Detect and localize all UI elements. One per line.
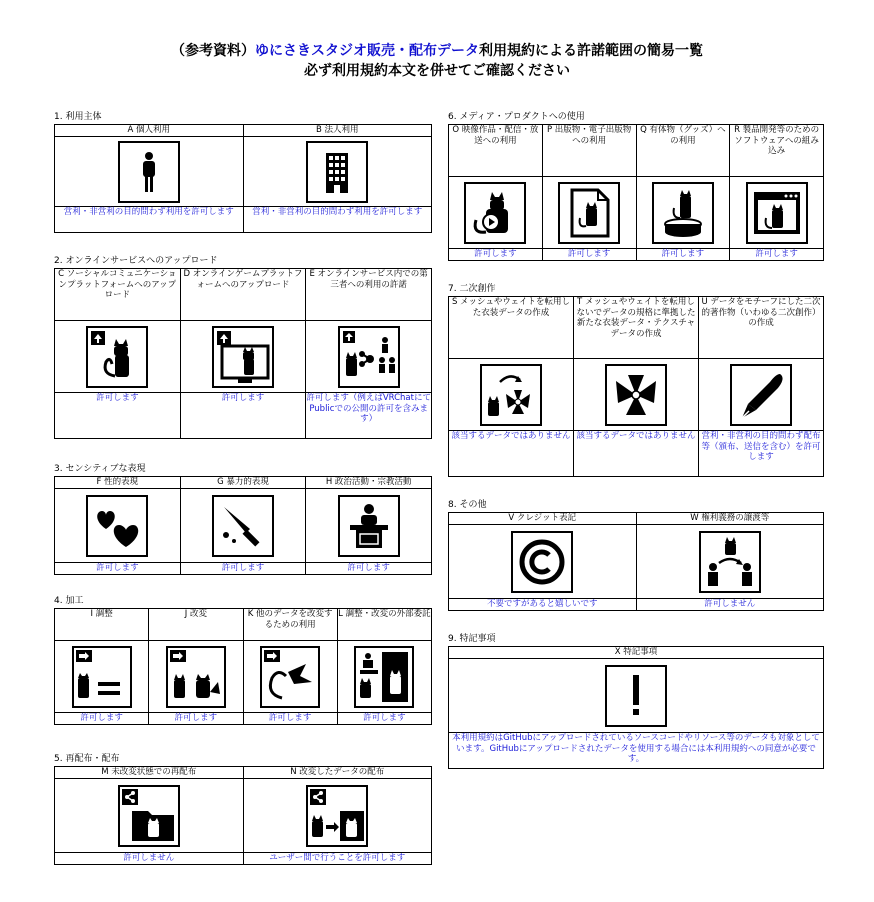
icon-cell — [449, 177, 543, 249]
item-note: 許可します — [542, 249, 636, 261]
icon-cell — [180, 489, 306, 563]
license-table — [54, 608, 432, 725]
item-header: U データをモチーフにした二次的著作物（いわゆる二次創作）の作成 — [699, 297, 824, 359]
section-usage-subject — [54, 112, 432, 233]
icon-cell — [55, 489, 181, 563]
item-header: J 改変 — [149, 609, 243, 641]
title-suffix: 利用規約による許諾範囲の簡易一覧 — [479, 43, 703, 59]
icon-cell — [55, 641, 149, 713]
transfer-icon — [699, 531, 761, 593]
icon-cell — [55, 321, 181, 393]
item-note: 許可します — [337, 713, 431, 725]
item-header: C ソーシャルコミュニケーションプラットフォームへのアップロード — [55, 269, 181, 321]
copyright-icon — [511, 531, 573, 593]
upload-monitor-cat-icon — [212, 326, 274, 388]
software-cat-icon — [746, 182, 808, 244]
item-note: 許可します — [449, 249, 543, 261]
icon-cell — [574, 359, 699, 431]
item-note: 営利・非営利の目的問わず配布等（頒布、送信を含む）を許可します — [699, 431, 824, 477]
item-header: I 調整 — [55, 609, 149, 641]
icon-cell — [55, 137, 244, 207]
section-online-upload — [54, 256, 432, 439]
icon-cell — [149, 641, 243, 713]
knife-icon — [212, 495, 274, 557]
item-header: A 個人利用 — [55, 125, 244, 137]
section-media-products — [448, 112, 824, 261]
license-table — [448, 646, 824, 769]
section-derivative-works — [448, 284, 824, 477]
item-note: 許可します — [243, 713, 337, 725]
modify-cat-icon — [166, 646, 226, 708]
item-note: 許可しません — [55, 853, 244, 865]
license-table — [54, 476, 432, 575]
item-header: F 性的表現 — [55, 477, 181, 489]
item-header: H 政治活動・宗教活動 — [306, 477, 432, 489]
section-title: 8. その他 — [448, 500, 487, 510]
item-note: 許可します（例えばVRChatにてPublicでの公開の許可を含みます） — [306, 393, 432, 439]
icon-cell — [243, 779, 432, 853]
item-header: N 改変したデータの配布 — [243, 767, 432, 779]
bow-icon — [605, 364, 667, 426]
person-icon — [118, 141, 180, 203]
icon-cell — [542, 177, 636, 249]
page-subtitle: 必ず利用規約本文を併せてご確認ください — [304, 63, 570, 79]
item-note: 許可します — [149, 713, 243, 725]
item-note: 不要ですがあると嬉しいです — [449, 599, 637, 611]
share-folder-cat-icon — [118, 785, 180, 847]
license-table — [448, 124, 824, 261]
item-note: 営利・非営利の目的問わず利用を許可します — [55, 207, 244, 233]
section-title: 4. 加工 — [54, 596, 84, 606]
adjust-cat-icon — [72, 646, 132, 708]
item-note: 営利・非営利の目的問わず利用を許可します — [243, 207, 432, 233]
license-table — [54, 268, 432, 439]
item-note: 許可しません — [636, 599, 824, 611]
section-title: 2. オンラインサービスへのアップロード — [54, 256, 218, 266]
item-note: 許可します — [180, 393, 306, 439]
item-header: R 製品開発等のためのソフトウェアへの組み込み — [730, 125, 824, 177]
item-header: Q 有体物（グッズ）への利用 — [636, 125, 730, 177]
item-header: T メッシュやウェイトを転用しないでデータの規格に準拠した新たな衣装データ・テクスチャデータの作成 — [574, 297, 699, 359]
icon-cell — [636, 525, 824, 599]
icon-cell — [449, 525, 637, 599]
item-note: 許可します — [730, 249, 824, 261]
item-header: B 法人利用 — [243, 125, 432, 137]
item-note: 許可します — [636, 249, 730, 261]
item-note: 許可します — [55, 713, 149, 725]
section-title: 1. 利用主体 — [54, 112, 102, 122]
icon-cell — [306, 489, 432, 563]
item-header: K 他のデータを改変するための利用 — [243, 609, 337, 641]
item-note: 本利用規約はGitHubにアップロードされているソースコードやリソース等のデータも対象としています。GitHubにアップロードされたデータを使用する場合には本利用規約への同意が必要です。 — [449, 733, 824, 769]
section-title: 9. 特記事項 — [448, 634, 496, 644]
pen-icon — [730, 364, 792, 426]
cat-bow-icon — [480, 364, 542, 426]
section-title: 3. センシティブな表現 — [54, 464, 146, 474]
item-header: O 映像作品・配信・放送への利用 — [449, 125, 543, 177]
icon-cell — [243, 641, 337, 713]
outsource-cat-icon — [354, 646, 414, 708]
item-header: L 調整・改変の外部委託 — [337, 609, 431, 641]
item-header: X 特記事項 — [449, 647, 824, 659]
item-note: 許可します — [55, 563, 181, 575]
license-table — [448, 296, 824, 477]
item-header: S メッシュやウェイトを転用した衣装データの作成 — [449, 297, 574, 359]
exclamation-icon — [605, 665, 667, 727]
icon-cell — [337, 641, 431, 713]
item-header: E オンラインサービス内での第三者への利用の許諾 — [306, 269, 432, 321]
icon-cell — [699, 359, 824, 431]
icon-cell — [306, 321, 432, 393]
title-prefix: （参考資料） — [171, 43, 255, 59]
hearts-icon — [86, 495, 148, 557]
section-title: 6. メディア・プロダクトへの使用 — [448, 112, 585, 122]
building-icon — [306, 141, 368, 203]
figure-cat-icon — [652, 182, 714, 244]
section-other — [448, 500, 824, 611]
section-title: 5. 再配布・配布 — [54, 754, 120, 764]
share-modified-cat-icon — [306, 785, 368, 847]
video-cat-icon — [464, 182, 526, 244]
item-note: 該当するデータではありません — [449, 431, 574, 477]
icon-cell — [243, 137, 432, 207]
section-title: 7. 二次創作 — [448, 284, 496, 294]
item-header: W 権利義務の譲渡等 — [636, 513, 824, 525]
document-cat-icon — [558, 182, 620, 244]
section-sensitive-expression — [54, 464, 432, 575]
item-note: 許可します — [180, 563, 306, 575]
upload-share-people-icon — [338, 326, 400, 388]
license-table — [54, 124, 432, 233]
item-header: V クレジット表記 — [449, 513, 637, 525]
section-redistribution — [54, 754, 432, 865]
item-note: 許可します — [306, 563, 432, 575]
item-header: P 出版物・電子出版物への利用 — [542, 125, 636, 177]
icon-cell — [449, 359, 574, 431]
section-processing — [54, 596, 432, 725]
license-table — [54, 766, 432, 865]
icon-cell — [449, 659, 824, 733]
tail-arrow-icon — [260, 646, 320, 708]
icon-cell — [730, 177, 824, 249]
section-special-notes — [448, 634, 824, 769]
item-note: 許可します — [55, 393, 181, 439]
item-header: G 暴力的表現 — [180, 477, 306, 489]
icon-cell — [180, 321, 306, 393]
page-title — [0, 42, 874, 60]
item-note: ユーザー間で行うことを許可します — [243, 853, 432, 865]
icon-cell — [636, 177, 730, 249]
podium-icon — [338, 495, 400, 557]
license-table — [448, 512, 824, 611]
item-header: D オンラインゲームプラットフォームへのアップロード — [180, 269, 306, 321]
upload-cat-icon — [86, 326, 148, 388]
icon-cell — [55, 779, 244, 853]
title-accent: ゆにさきスタジオ販売・配布データ — [255, 43, 479, 59]
item-note: 該当するデータではありません — [574, 431, 699, 477]
item-header: M 未改変状態での再配布 — [55, 767, 244, 779]
